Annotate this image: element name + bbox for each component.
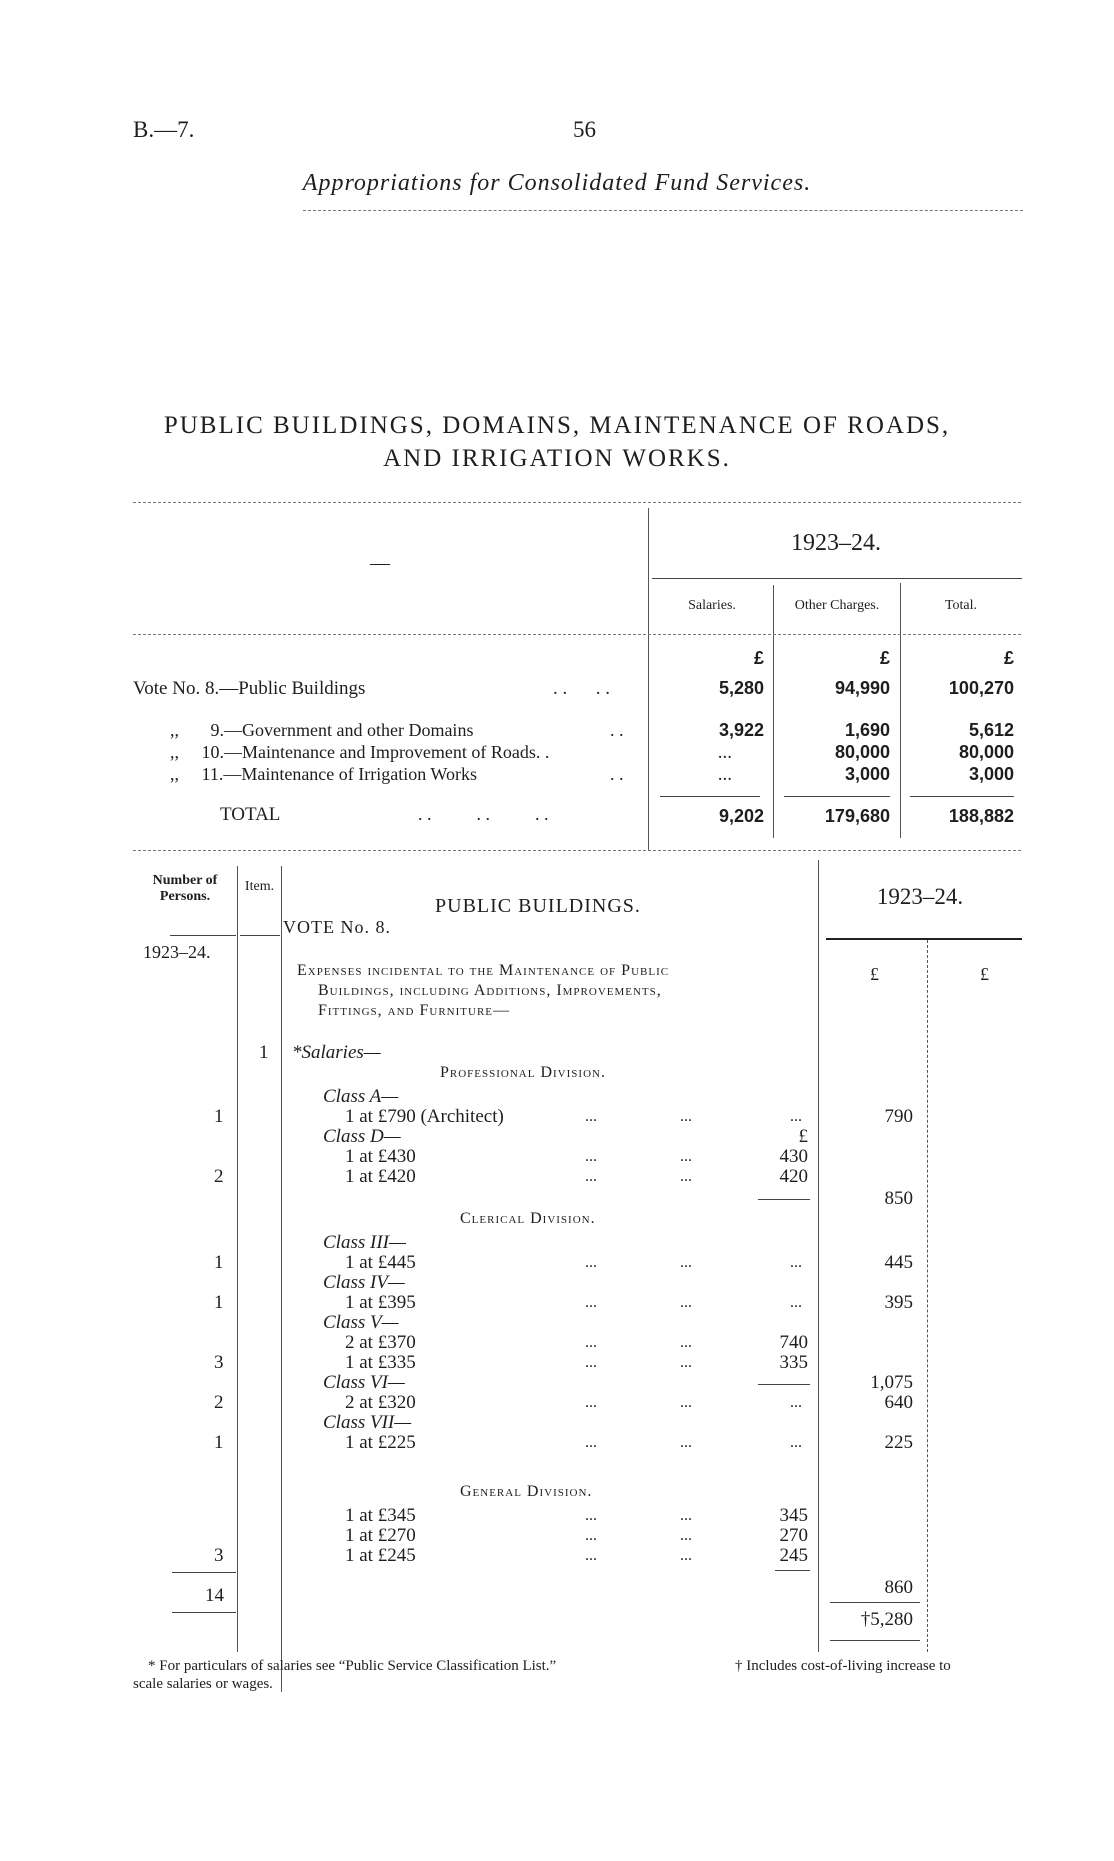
- subtotal-rule: [758, 1199, 810, 1200]
- salary-line-text: 1 at £345: [345, 1505, 416, 1526]
- persons-count: 3: [214, 1352, 224, 1373]
- division-heading: Professional Division.: [440, 1064, 606, 1081]
- total-persons: 14: [205, 1585, 224, 1606]
- salary-amount: £: [798, 1126, 808, 1147]
- vote-row-salaries: ...: [717, 742, 732, 763]
- persons-count: 1: [214, 1292, 224, 1313]
- vote-row-label: ,, 9.—Government and other Domains: [170, 720, 474, 740]
- vote-row-salaries: 5,280: [718, 678, 764, 698]
- leader-dots: ...: [585, 1148, 597, 1165]
- vote-row-salaries: ...: [717, 764, 732, 785]
- summary-dash: —: [370, 552, 390, 574]
- salary-line-text: 1 at £270: [345, 1525, 416, 1546]
- salary-total: 790: [884, 1106, 913, 1127]
- subtotal-rule: [775, 1570, 810, 1571]
- leader-dots: ...: [585, 1507, 597, 1524]
- salary-line-text: 1 at £420: [345, 1166, 416, 1187]
- leader-dots: ...: [585, 1547, 597, 1564]
- class-label: Class D—: [323, 1126, 401, 1147]
- salary-line-text: 1 at £245: [345, 1545, 416, 1566]
- summary-bottom-rule: [133, 850, 1021, 851]
- leader-dots: ...: [680, 1354, 692, 1371]
- summary-top-rule: [133, 502, 1021, 503]
- leader-dots: . .: [610, 764, 624, 784]
- detail-col-divider: [237, 866, 238, 1652]
- header-rule: [170, 935, 236, 936]
- vote-row-other: 1,690: [844, 720, 890, 740]
- detail-year-left: 1923–24.: [143, 942, 211, 962]
- vote-row-label: ,, 11.—Maintenance of Irrigation Works: [170, 764, 477, 784]
- persons-total-rule: [172, 1612, 236, 1613]
- salary-total: 850: [884, 1188, 913, 1209]
- salaries-label: *Salaries—: [292, 1042, 381, 1063]
- salary-total: 640: [884, 1392, 913, 1413]
- total-salaries: 9,202: [718, 806, 764, 826]
- summary-col-divider-3: [900, 583, 901, 838]
- persons-count: 3: [214, 1545, 224, 1566]
- division-heading: Clerical Division.: [460, 1210, 596, 1227]
- leader-dots: ...: [680, 1148, 692, 1165]
- total-total: 188,882: [948, 806, 1014, 826]
- leader-dots: ...: [585, 1354, 597, 1371]
- salary-total: 225: [884, 1432, 913, 1453]
- class-label: Class VI—: [323, 1372, 405, 1393]
- persons-count: 2: [214, 1392, 224, 1413]
- leader-dots: ...: [680, 1394, 692, 1411]
- persons-count: 1: [214, 1106, 224, 1127]
- grand-total-rule: [830, 1602, 920, 1603]
- summary-col-divider: [648, 508, 649, 850]
- section-title-line1: PUBLIC BUILDINGS, DOMAINS, MAINTENANCE OF ROADS,: [163, 412, 951, 439]
- leader-dots: ...: [680, 1108, 692, 1125]
- leader-dots: ...: [680, 1547, 692, 1564]
- leader-dots: ...: [585, 1527, 597, 1544]
- salary-amount: 740: [779, 1332, 808, 1353]
- leader-dots: ...: [585, 1334, 597, 1351]
- header-rule: [826, 938, 1022, 940]
- detail-heading: PUBLIC BUILDINGS.: [435, 895, 641, 917]
- vote-row-label: Vote No. 8.—Public Buildings: [133, 678, 366, 699]
- currency-symbol: £: [1003, 648, 1014, 668]
- total-other: 179,680: [824, 806, 890, 826]
- vote-row-total: 5,612: [968, 720, 1014, 740]
- summary-col-divider-2: [773, 585, 774, 838]
- leader-dots: ...: [680, 1334, 692, 1351]
- salary-line-text: 2 at £320: [345, 1392, 416, 1413]
- description-line: Expenses incidental to the Maintenance of Public: [297, 962, 670, 979]
- currency-symbol: £: [980, 964, 989, 984]
- detail-col-divider: [281, 866, 282, 1692]
- col-header-salaries: Salaries.: [688, 598, 736, 613]
- vote-row-other: 80,000: [834, 742, 890, 762]
- vote-row-other: 3,000: [844, 764, 890, 784]
- class-label: Class VII—: [323, 1412, 412, 1433]
- currency-symbol: £: [753, 648, 764, 668]
- currency-symbol: £: [879, 648, 890, 668]
- leader-dots: . . . . . .: [418, 804, 549, 824]
- leader-dots: ...: [680, 1434, 692, 1451]
- class-label: Class III—: [323, 1232, 406, 1253]
- leader-dots: ...: [585, 1254, 597, 1271]
- leader-dots: ...: [790, 1108, 802, 1125]
- salary-line-text: 1 at £335: [345, 1352, 416, 1373]
- description-line: Buildings, including Additions, Improvements,: [318, 982, 662, 999]
- total-rule: [660, 796, 760, 797]
- vote-row-salaries: 3,922: [718, 720, 764, 740]
- vote-row-total: 80,000: [958, 742, 1014, 762]
- page-title: Appropriations for Consolidated Fund Services.: [302, 170, 812, 196]
- salary-line-text: 1 at £225: [345, 1432, 416, 1453]
- leader-dots: ...: [790, 1254, 802, 1271]
- leader-dots: ...: [790, 1434, 802, 1451]
- footnote-dagger-cont: scale salaries or wages.: [133, 1676, 273, 1692]
- leader-dots: . . . .: [553, 678, 610, 699]
- detail-year-right: 1923–24.: [876, 884, 964, 909]
- class-label: Class A—: [323, 1086, 399, 1107]
- persons-count: 1: [214, 1432, 224, 1453]
- total-rule: [910, 796, 1014, 797]
- salary-line-text: 1 at £790 (Architect): [345, 1106, 504, 1127]
- description-line: Fittings, and Furniture—: [318, 1002, 511, 1019]
- header-rule: [240, 935, 280, 936]
- vote-row-label: ,, 10.—Maintenance and Improvement of Roads. .: [170, 742, 550, 762]
- salary-line-text: 1 at £395: [345, 1292, 416, 1313]
- salary-amount: 430: [779, 1146, 808, 1167]
- item-number: 1: [259, 1042, 269, 1063]
- leader-dots: ...: [680, 1254, 692, 1271]
- detail-col-divider: [927, 940, 928, 1652]
- vote-row-other: 94,990: [834, 678, 890, 698]
- persons-count: 1: [214, 1252, 224, 1273]
- salary-line-text: 2 at £370: [345, 1332, 416, 1353]
- salary-total: 1,075: [870, 1372, 913, 1393]
- leader-dots: ...: [585, 1434, 597, 1451]
- salary-amount: 345: [779, 1505, 808, 1526]
- leader-dots: ...: [680, 1168, 692, 1185]
- detail-col-divider: [818, 860, 819, 1652]
- col-header-persons: Number of Persons.: [152, 873, 218, 904]
- total-rule: [784, 796, 890, 797]
- col-header-other-charges: Other Charges.: [794, 598, 880, 613]
- section-title-line2: AND IRRIGATION WORKS.: [383, 445, 731, 472]
- salary-line-text: 1 at £445: [345, 1252, 416, 1273]
- salary-amount: 245: [779, 1545, 808, 1566]
- vote-number: VOTE No. 8.: [283, 917, 391, 937]
- leader-dots: ...: [680, 1294, 692, 1311]
- vote-row-total: 100,270: [948, 678, 1014, 698]
- leader-dots: . .: [610, 720, 624, 740]
- persons-total-rule: [172, 1572, 236, 1573]
- salary-total: 445: [884, 1252, 913, 1273]
- leader-dots: ...: [585, 1168, 597, 1185]
- salary-total: 860: [884, 1577, 913, 1598]
- document-code: B.—7.: [133, 117, 195, 142]
- salary-amount: 270: [779, 1525, 808, 1546]
- salary-line-text: 1 at £430: [345, 1146, 416, 1167]
- leader-dots: ...: [790, 1394, 802, 1411]
- summary-year-rule: [652, 578, 1022, 579]
- leader-dots: ...: [680, 1527, 692, 1544]
- col-header-item: Item.: [244, 879, 275, 894]
- header-rule: [303, 210, 1023, 211]
- salary-amount: 335: [779, 1352, 808, 1373]
- leader-dots: ...: [585, 1394, 597, 1411]
- leader-dots: ...: [790, 1294, 802, 1311]
- class-label: Class V—: [323, 1312, 399, 1333]
- vote-row-total: 3,000: [968, 764, 1014, 784]
- grand-total-rule: [830, 1640, 920, 1641]
- salary-amount: 420: [779, 1166, 808, 1187]
- currency-symbol: £: [870, 964, 879, 984]
- footnote-dagger: † Includes cost-of-living increase to: [735, 1658, 951, 1674]
- summary-header-rule: [133, 634, 1021, 635]
- summary-year: 1923–24.: [791, 530, 881, 556]
- leader-dots: ...: [680, 1507, 692, 1524]
- persons-count: 2: [214, 1166, 224, 1187]
- salary-total: 395: [884, 1292, 913, 1313]
- leader-dots: ...: [585, 1108, 597, 1125]
- col-header-total: Total.: [944, 598, 978, 613]
- division-heading: General Division.: [460, 1483, 593, 1500]
- class-label: Class IV—: [323, 1272, 405, 1293]
- total-label: TOTAL: [220, 804, 281, 825]
- footnote-star: * For particulars of salaries see “Public Service Classification List.”: [148, 1658, 557, 1674]
- grand-total: †5,280: [860, 1609, 913, 1630]
- page-number: 56: [573, 117, 596, 142]
- leader-dots: ...: [585, 1294, 597, 1311]
- subtotal-rule: [758, 1384, 810, 1385]
